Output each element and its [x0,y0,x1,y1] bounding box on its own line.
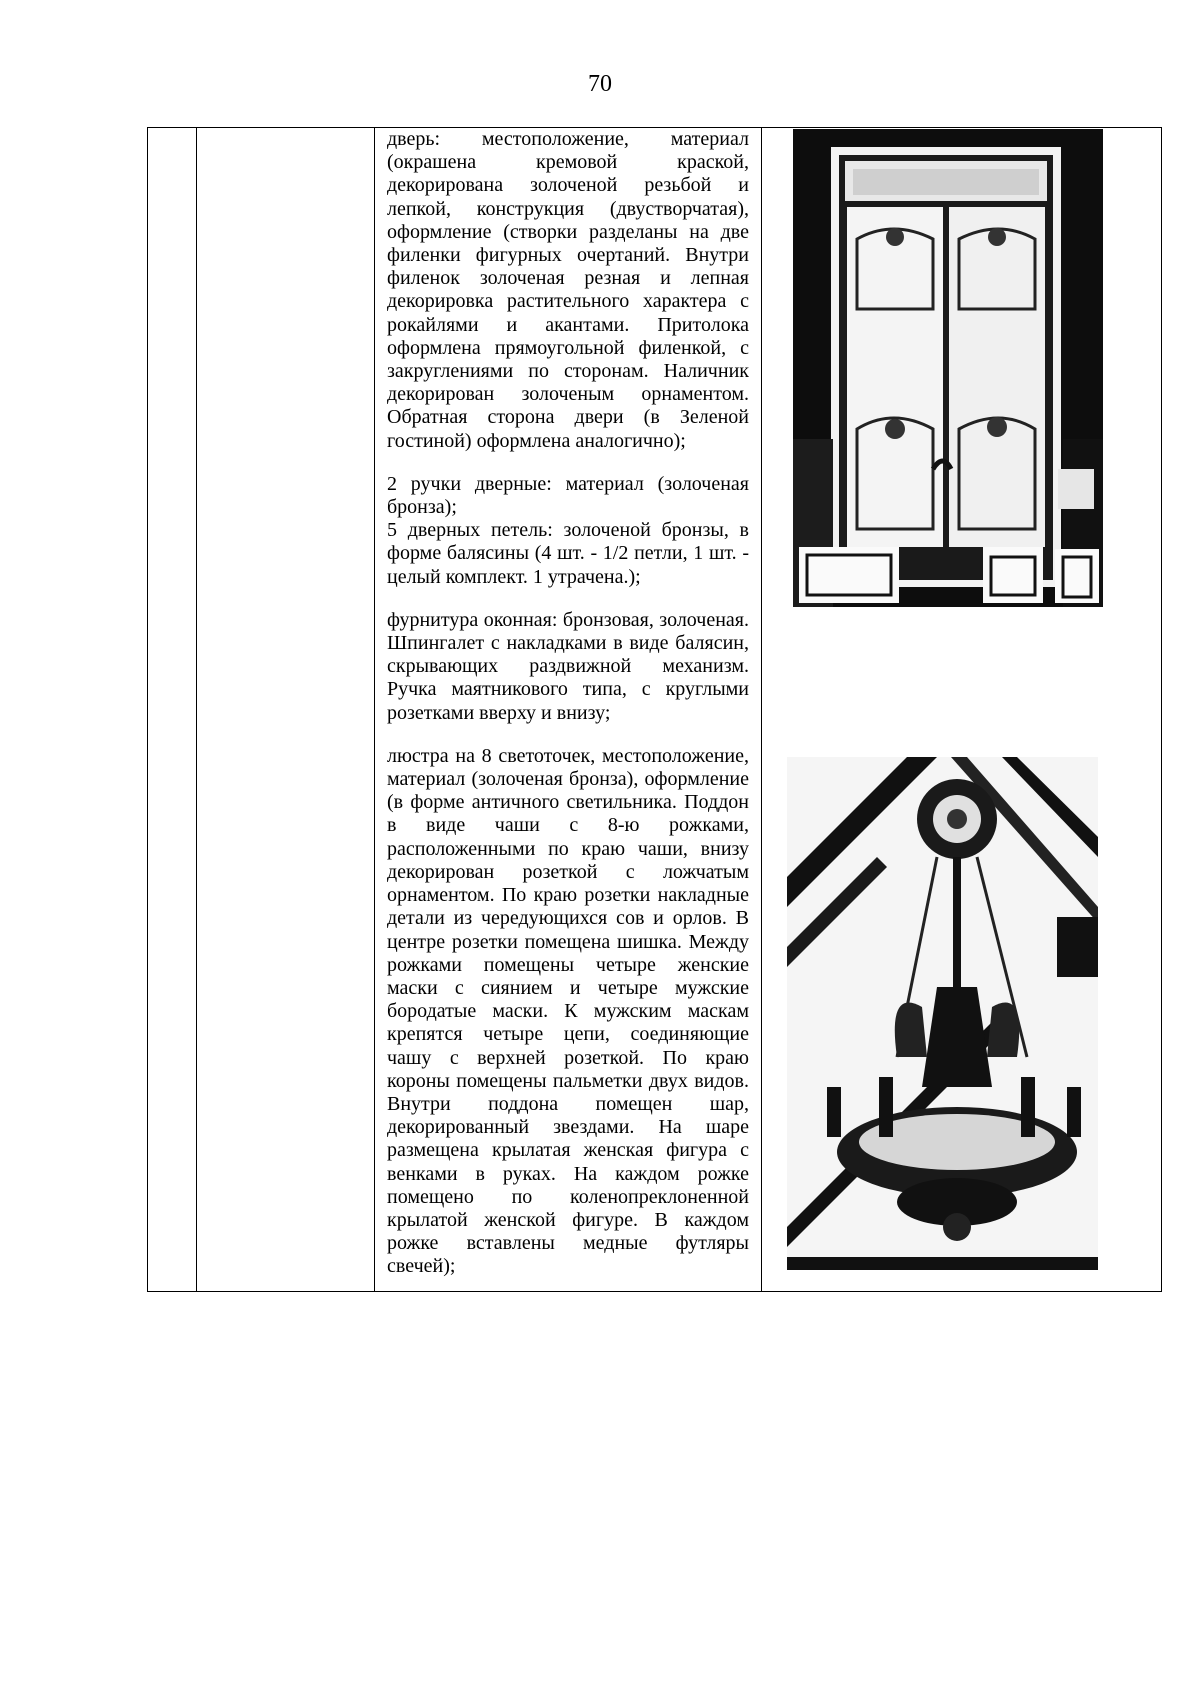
page-number: 70 [588,71,612,97]
number-cell [148,128,197,1292]
door-description: дверь: местоположение, материал (окрашена кремовой краской, декорирована золоченой резьбой и лепкой, конструкция (двустворчатая), оформление (створки разделаны на две филенки фигурных очертаний. Внутри филенок золоченая резная и лепная декорировка растительного характера с рокайлями и акантами. Притолока оформлена прямоугольной филенкой, с закруглениями по сторонам. Наличник декорирован золоченым орнаментом. Обратная сторона двери (в Зеленой гостиной) оформлена аналогично); [387,128,749,452]
hinges-description: 5 дверных петель: золоченой бронзы, в форме балясины (4 шт. - 1/2 петли, 1 шт. - целый комплект. 1 утрачена.); [387,519,749,588]
window-fittings-description: фурнитура оконная: бронзовая, золоченая. Шпингалет с накладками в виде балясин, скрывающих раздвижной механизм. Ручка маятникового типа, с круглыми розетками вверху и внизу; [387,608,749,724]
description-text-block [375,128,761,1279]
handles-description: 2 ручки дверные: материал (золоченая бронза); [387,472,749,519]
chandelier-description: люстра на 8 светоточек, местоположение, материал (золоченая бронза), оформление (в форме античного светильника. Поддон в виде чаши с 8-ю рожками, расположенными по краю чаши, внизу декорирован розеткой с ложчатым орнаментом. По краю розетки накладные детали из чередующихся сов и орлов. В центре розетки помещена шишка. Между рожками помещены четыре женские маски с сиянием и четыре мужские бородатые маски. К мужским маскам крепятся четыре цепи, соединяющие чашу с верхней розеткой. По краю короны помещены пальметки двух видов. Внутри поддона помещен шар, декорированный звездами. На шаре размещена крылатая женская фигура с венками в руках. На каждом рожке помещено по коленопреклоненной крылатой женской фигуре. В каждом рожке вставлены медные футляры свечей); [387,744,749,1278]
description-cell [375,128,762,1292]
name-cell [197,128,375,1292]
chandelier-photo [787,757,1098,1270]
door-photo [793,129,1103,607]
